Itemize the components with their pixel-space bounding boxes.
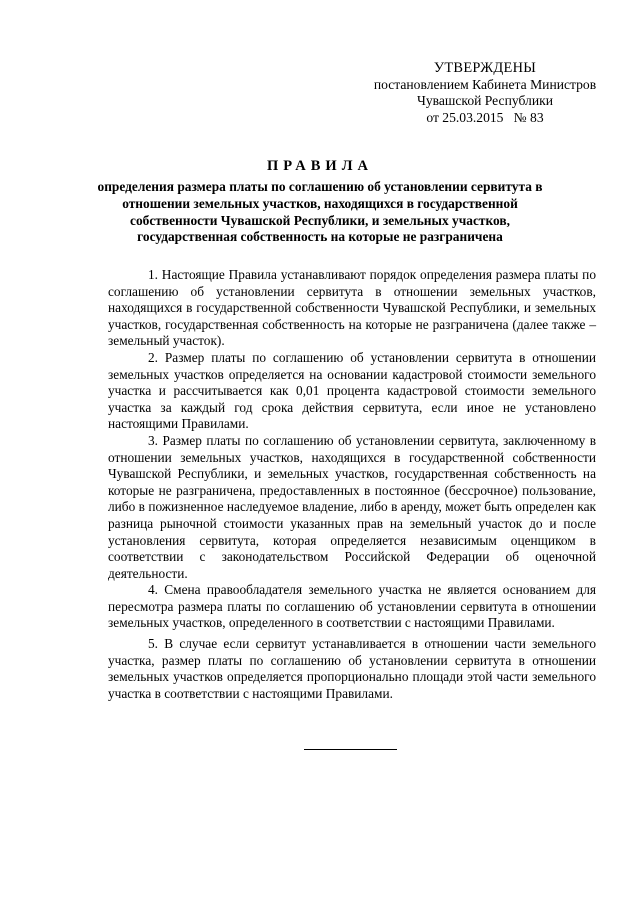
end-of-document-line [304,749,397,750]
paragraph-4: 4. Смена правообладателя земельного участка не является основанием для пересмотра размера платы по соглашению об установлении сервитута в отношении земельных участков, определенного в соответствии с настоящими Правилами. [108,582,596,631]
paragraph-1: 1. Настоящие Правила устанавливают порядок определения размера платы по соглашению об установлении сервитута в отношении земельных участков, находящихся в государственной собственности Чувашской Республики, и земельных участков, государственная собственность на которые не разграничена (далее также – земельный участок). [108,267,596,349]
document-heading [90,157,550,246]
document-subtitle: определения размера платы по соглашению об установлении сервитута в отношении земельных участков, находящихся в государственной собственности Чувашской Республики, и земельных участков, государственная собственность на которые не разграничена [97,179,543,245]
approval-line-date: от 25.03.2015 № 83 [426,109,544,125]
document-title: ПРАВИЛА [267,158,373,174]
approval-line-decree: постановлением Кабинета Министров [373,76,597,92]
approval-line-republic: Чувашской Республики [417,93,553,108]
paragraph-5: 5. В случае если сервитут устанавливается в отношении части земельного участка, размер платы по соглашению об установлении сервитута в отношении земельных участков определяется пропорционально площади этой части земельного участка в соответствии с настоящими Правилами. [108,636,596,701]
approval-stamp [360,60,610,126]
paragraph-2: 2. Размер платы по соглашению об установлении сервитута в отношении земельных участков определяется на основании кадастровой стоимости земельного участка и рассчитывается как 0,01 процента кадастровой стоимости земельного участка за каждый год срока действия сервитута, если иное не установлено настоящими Правилами. [108,349,596,432]
approval-title: УТВЕРЖДЕНЫ [433,60,537,76]
document-body [108,267,596,702]
paragraph-3: 3. Размер платы по соглашению об установлении сервитута, заключенному в отношении земельных участков, находящихся в государственной собственности Чувашской Республики, и земельных участков, государственная собственность на которые не разграничена, предоставленных в постоянное (бессрочное) пользование, либо в пожизненное наследуемое владение, либо в аренду, может быть определен как разница рыночной стоимости указанных прав на земельный участок до и после установления сервитута, которая определяется независимым оценщиком в соответствии с законодательством Российской Федерации об оценочной деятельности. [108,432,596,581]
